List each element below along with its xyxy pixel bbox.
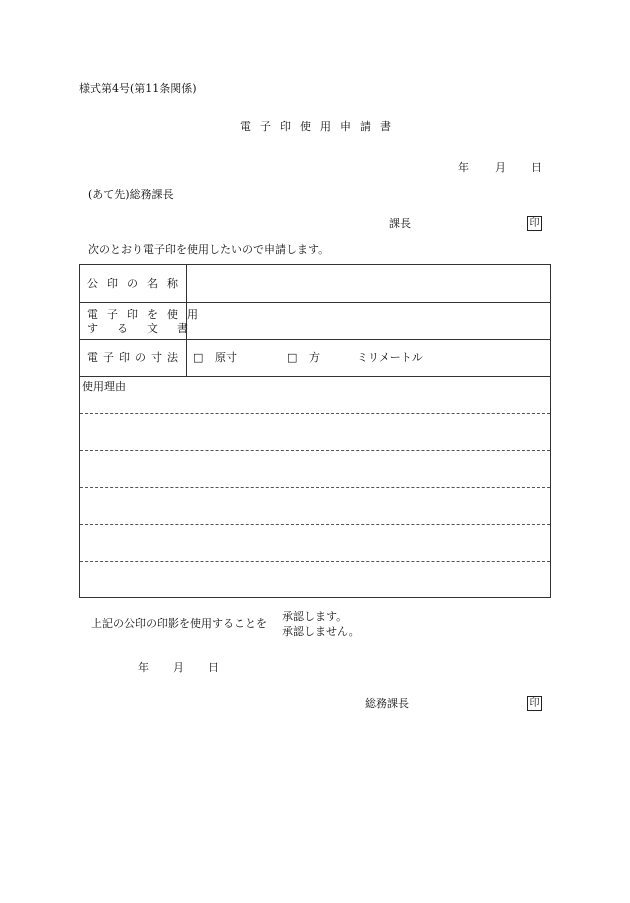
- size-option1-label: 原寸: [215, 351, 237, 364]
- approval-date-day: 日: [208, 661, 219, 674]
- document-label-line2: する文書: [87, 322, 207, 335]
- date-day: 日: [531, 161, 542, 174]
- approval-prefix: 上記の公印の印影を使用することを: [91, 617, 267, 630]
- size-unit-label: ミリメートル: [357, 351, 423, 364]
- approval-option-deny[interactable]: 承認しません。: [282, 625, 360, 638]
- application-table: [79, 264, 551, 598]
- approval-date-month: 月: [173, 661, 184, 674]
- approval-option-approve[interactable]: 承認します。: [282, 610, 348, 623]
- applicant-role: 課長: [389, 217, 411, 230]
- size-option2-checkbox[interactable]: □: [287, 351, 298, 364]
- document-field[interactable]: [190, 306, 548, 336]
- seal-name-label: 公印の名称: [87, 277, 187, 290]
- row-divider: [80, 302, 550, 303]
- reason-field[interactable]: [82, 395, 548, 595]
- date-month: 月: [495, 161, 506, 174]
- size-option1-checkbox[interactable]: □: [193, 351, 204, 364]
- row-divider: [80, 339, 550, 340]
- page-title: 電子印使用申請書: [240, 120, 400, 133]
- intro-text: 次のとおり電子印を使用したいので申請します。: [88, 243, 330, 256]
- reason-label: 使用理由: [82, 380, 126, 393]
- date-year: 年: [458, 161, 469, 174]
- size-option2-label: 方: [309, 351, 320, 364]
- form-number: 様式第4号(第11条関係): [79, 82, 197, 95]
- reason-writing-line: [80, 561, 550, 562]
- approver-role: 総務課長: [365, 697, 409, 710]
- approver-seal-mark: 印: [527, 696, 542, 711]
- reason-writing-line: [80, 487, 550, 488]
- addressee: (あて先)総務課長: [88, 188, 174, 201]
- reason-writing-line: [80, 450, 550, 451]
- document-label: [87, 308, 207, 336]
- size-label: 電子印の寸法: [87, 351, 183, 364]
- reason-writing-line: [80, 413, 550, 414]
- approval-date-year: 年: [138, 661, 149, 674]
- document-label-line1: 電子印を使用: [87, 308, 207, 321]
- applicant-seal-mark: 印: [527, 216, 542, 231]
- seal-name-field[interactable]: [190, 269, 548, 299]
- row-divider: [80, 376, 550, 377]
- reason-writing-line: [80, 524, 550, 525]
